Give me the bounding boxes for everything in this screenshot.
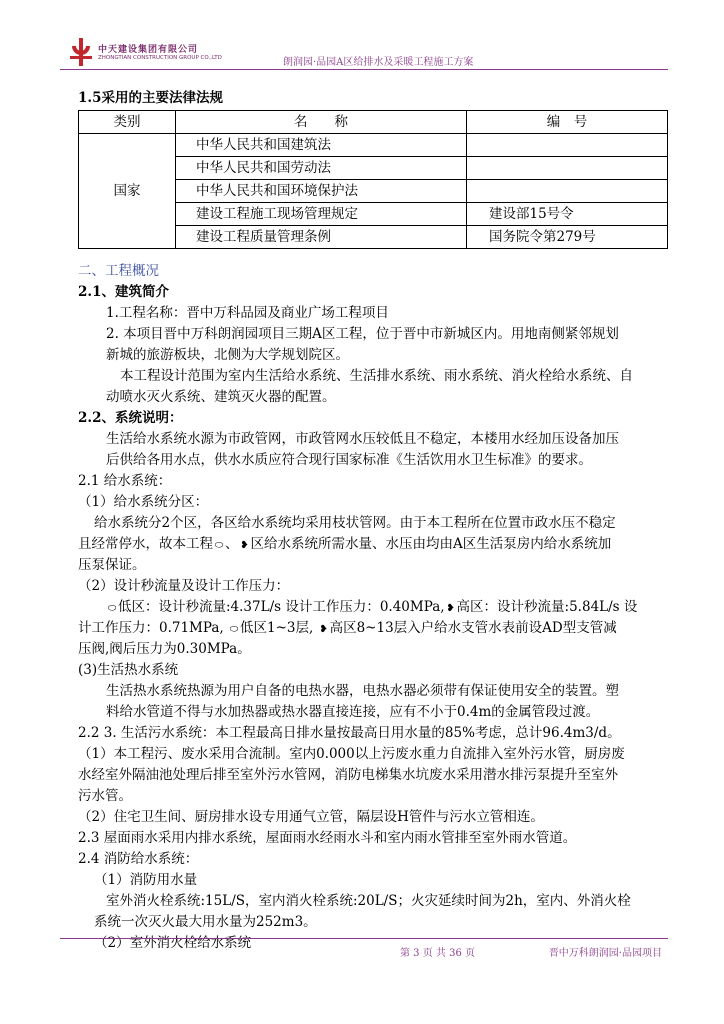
paragraph-line — [78, 534, 668, 555]
low-zone-symbol-icon: ⬭ — [214, 540, 224, 551]
high-zone-symbol-icon: ❥ — [319, 624, 328, 635]
paragraph-line: 压阀,阀后压力为0.30MPa。 — [78, 641, 251, 657]
paragraph-line: 系统一次灭火最大用水量为252m3。 — [94, 914, 317, 930]
paragraph-line: 新城的旅游板块，北侧为大学规划院区。 — [106, 347, 349, 363]
paragraph-line: 水经室外隔油池处理后排至室外污水管网，消防电梯集水坑废水采用潜水排污泵提升至室外 — [78, 767, 618, 783]
text-span: 高区8~13层入户给水支管水表前设AD型支管减 — [329, 620, 617, 636]
table-cell: 中华人民共和国劳动法 — [176, 157, 467, 180]
section-heading: 2.1、建筑简介 — [78, 284, 169, 300]
paragraph-line — [78, 618, 668, 639]
paragraph-line: 压泵保证。 — [78, 557, 146, 573]
table-cell: 国务院令第279号 — [467, 226, 668, 249]
page-header — [60, 38, 668, 74]
paragraph-line: 料给水管道不得与水加热器或热水器直接连接，应有不小于0.4m的金属管段过渡。 — [106, 704, 600, 720]
subsection-heading: （1）给水系统分区： — [78, 494, 209, 510]
table-row — [79, 134, 668, 157]
chapter-heading: 二、工程概况 — [78, 263, 159, 279]
footer-divider — [60, 938, 668, 939]
subsection-heading: （1）消防用水量 — [94, 872, 198, 888]
table-cell-category: 国家 — [79, 134, 176, 249]
text-span: 低区1~3层, — [240, 620, 314, 636]
paragraph-line: 后供给各用水点，供水水质应符合现行国家标准《生活饮用水卫生标准》的要求。 — [106, 452, 592, 468]
paragraph-line: （1）本工程污、废水采用合流制。室内0.000以上污废水重力自流排入室外污水管，厨房废 — [78, 746, 625, 762]
document-body — [78, 88, 668, 954]
subsection-heading: 2.2 3. 生活污水系统：本工程最高日排水量按最高日用水量的85%考虑，总计96.4m3/d。 — [78, 725, 621, 741]
company-logo-icon — [70, 38, 92, 66]
table-cell: 建设部15号令 — [467, 203, 668, 226]
paragraph-line: 室外消火栓系统:15L/S，室内消火栓系统:20L/S；火灾延续时间为2h，室内、外消火栓 — [106, 893, 631, 909]
table-header: 类别 — [79, 111, 176, 134]
subsection-heading: (3)生活热水系统 — [78, 662, 179, 678]
table-cell — [467, 180, 668, 203]
section-heading: 2.2、系统说明： — [78, 410, 183, 426]
text-span: 低区：设计秒流量:4.37L/s 设计工作压力：0.40MPa, — [118, 599, 445, 615]
header-divider — [60, 69, 668, 70]
low-zone-symbol-icon: ⬭ — [107, 603, 117, 614]
table-cell: 中华人民共和国建筑法 — [176, 134, 467, 157]
paragraph-line: （2）住宅卫生间、厨房排水设专用通气立管，隔层设H管件与污水立管相连。 — [78, 809, 544, 825]
table-cell — [467, 157, 668, 180]
subsection-heading: （2）设计秒流量及设计工作压力： — [78, 578, 290, 594]
subsection-heading: 2.3 屋面雨水采用内排水系统，屋面雨水经雨水斗和室内雨水管排至室外雨水管道。 — [78, 830, 577, 846]
company-name-en: ZHONGTIAN CONSTRUCTION GROUP CO.,LTD — [98, 55, 222, 61]
paragraph-line: 动喷水灭火系统、建筑灭火器的配置。 — [106, 389, 336, 405]
table-cell: 建设工程施工现场管理规定 — [176, 203, 467, 226]
table-cell — [467, 134, 668, 157]
page-footer — [60, 938, 668, 968]
paragraph-line: 1.工程名称：晋中万科品园及商业广场工程项目 — [106, 305, 389, 321]
paragraph-line — [78, 597, 668, 618]
high-zone-symbol-icon: ❥ — [240, 540, 249, 551]
subsection-heading: 2.1 给水系统： — [78, 473, 172, 489]
section-heading: 1.5采用的主要法律法规 — [78, 90, 223, 106]
footer-project-name: 晋中万科朗润园·品园项目 — [548, 948, 662, 959]
text-span: 计工作压力：0.71MPa, — [78, 620, 224, 636]
table-cell: 建设工程质量管理条例 — [176, 226, 467, 249]
paragraph-line: 生活热水系统热源为用户自备的电热水器，电热水器必须带有保证使用安全的装置。塑 — [106, 683, 619, 699]
document-title: 朗润园·品园A区给排水及采暖工程施工方案 — [283, 57, 474, 68]
laws-table — [78, 110, 668, 249]
text-span: 区给水系统所需水量、水压由均由A区生活泵房内给水系统加 — [250, 536, 612, 552]
paragraph-line: 2. 本项目晋中万科朗润园项目三期A区工程，位于晋中市新城区内。用地南侧紧邻规划 — [106, 326, 619, 342]
high-zone-symbol-icon: ❥ — [446, 603, 455, 614]
subsection-heading: （2）室外消火栓给水系统 — [94, 935, 252, 951]
paragraph-line: 给水系统分2个区，各区给水系统均采用枝状管网。由于本工程所在位置市政水压不稳定 — [94, 515, 616, 531]
table-header: 编 号 — [467, 111, 668, 134]
text-span: 、 — [225, 536, 239, 552]
table-cell: 中华人民共和国环境保护法 — [176, 180, 467, 203]
low-zone-symbol-icon: ⬭ — [229, 624, 239, 635]
text-span: 且经常停水，故本工程 — [78, 536, 213, 552]
company-name-cn: 中天建设集团有限公司 — [98, 45, 199, 55]
table-header-row — [79, 111, 668, 134]
paragraph-line: 本工程设计范围为室内生活给水系统、生活排水系统、雨水系统、消火栓给水系统、自 — [120, 368, 633, 384]
paragraph-line: 污水管。 — [78, 788, 132, 804]
table-header: 名 称 — [176, 111, 467, 134]
text-span: 高区：设计秒流量:5.84L/s 设 — [456, 599, 638, 615]
subsection-heading: 2.4 消防给水系统： — [78, 851, 199, 867]
page-number: 第 3 页 共 36 页 — [400, 948, 475, 959]
paragraph-line: 生活给水系统水源为市政管网，市政管网水压较低且不稳定，本楼用水经加压设备加压 — [106, 431, 619, 447]
